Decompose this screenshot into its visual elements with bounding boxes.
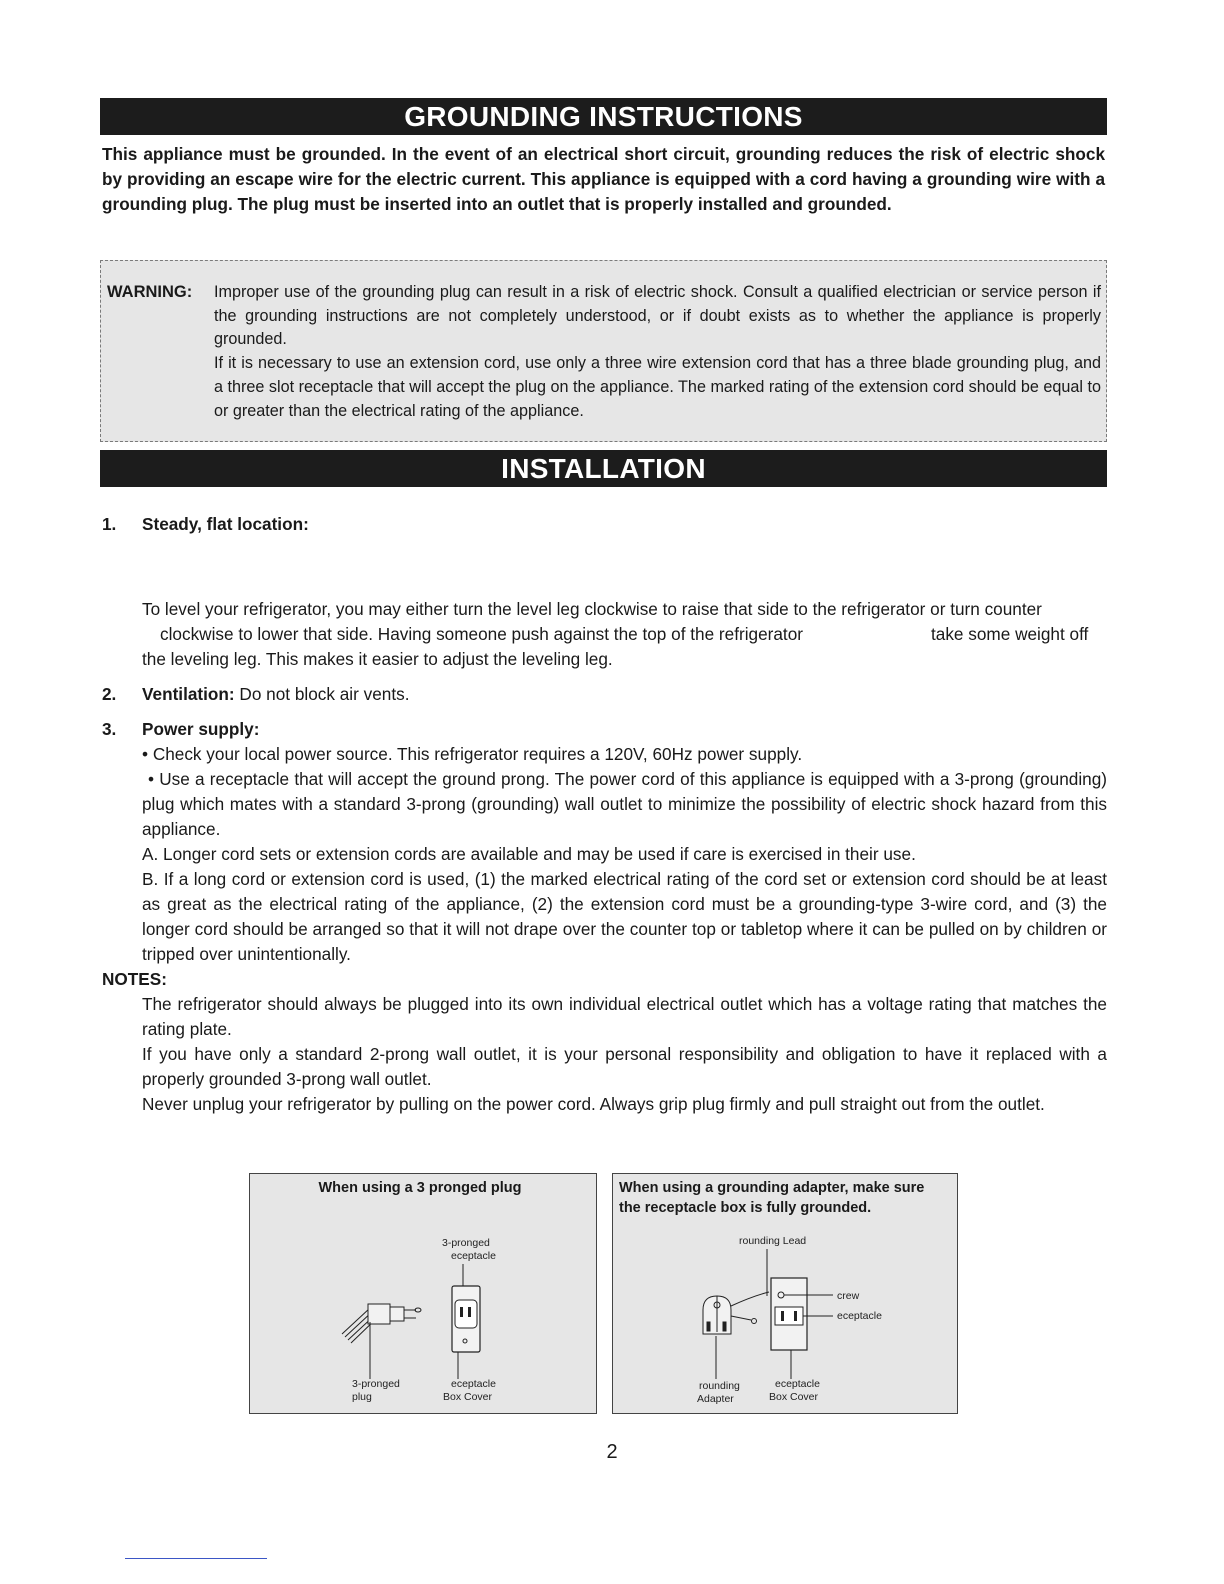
lead-label: rounding Lead [739,1235,807,1247]
warning-paragraph-1: Improper use of the grounding plug can result in a risk of electric shock. Consult a qualified electrician or service person if the grounding instructions are not completely understood, or if doubt exists as to whether the appliance is properly grounded. [214,283,1101,349]
leveling-line-2b: take some weight off [931,624,1089,644]
figure-title-line-1: When using a grounding adapter, make sure [619,1180,925,1196]
note-2: If you have only a standard 2-prong wall outlet, it is your personal responsibility and obligation to have it replaced with a properly grounded 3-prong wall outlet. [142,1044,1107,1089]
item-number: 2. [102,684,117,704]
note-1: The refrigerator should always be plugged into its own individual electrical outlet which has a voltage rating that matches the rating plate. [142,994,1107,1039]
leveling-line-2a: clockwise to lower that side. Having someone push against the top of the refrigerator [160,624,803,644]
three-prong-diagram [250,1174,596,1413]
three-prong-plug-icon [342,1304,421,1343]
adapter-label-2: Adapter [697,1393,734,1405]
footer-rule [125,1558,267,1559]
cover-label-1: eceptacle [775,1378,820,1390]
bullet-text: Check your local power source. This refrigerator requires a 120V, 60Hz power supply. [152,744,803,764]
figure-title-line-2: the receptacle box is fully grounded. [619,1200,872,1216]
adapter-diagram [613,1174,957,1413]
item-number: 3. [102,719,117,739]
figure-grounding-adapter [612,1173,958,1414]
power-bullet-1 [142,742,1107,767]
leveling-line-1: To level your refrigerator, you may either turn the level leg clockwise to raise that side to the refrigerator or turn counter [142,599,1042,619]
grounding-adapter-icon [703,1292,769,1334]
item-title: Steady, flat location: [142,514,309,534]
adapter-label-1: rounding [699,1380,740,1392]
power-bullet-2 [142,767,1107,842]
item-title: Power supply: [142,719,260,739]
warning-label: WARNING: [107,283,193,301]
item-number: 1. [102,514,117,534]
bullet-glyph: • [148,769,155,789]
figure-three-prong-plug [249,1173,597,1414]
screw-label: crew [837,1290,860,1302]
power-point-b: B. If a long cord or extension cord is used, (1) the marked electrical rating of the cord set or extension cord should be at least as great as the electrical rating of the appliance, (2) the extension cord must be a grounding-type 3-wire cord, and (3) the longer cord should be arranged so that it will not drape over the counter top or tabletop where it can be pulled on by children or tripped over unintentionally. [142,869,1107,964]
installation-heading: INSTALLATION [100,450,1107,487]
plug-label-2: plug [352,1391,372,1403]
notes-label: NOTES: [102,969,167,989]
cover-label-1: eceptacle [451,1378,496,1390]
note-3: Never unplug your refrigerator by pulling on the power cord. Always grip plug firmly and pull straight out from the outlet. [142,1094,1045,1114]
cover-label-2: Box Cover [769,1391,819,1403]
page-number: 2 [606,1441,618,1463]
cover-label-2: Box Cover [443,1391,493,1403]
receptacle-label: eceptacle [837,1310,882,1322]
bullet-text: Use a receptacle that will accept the ground prong. The power cord of this appliance is equipped with a 3-prong (grounding) plug which mates with a standard 3-prong (grounding) wall outlet to minimize the possibility of electric shock hazard from this appliance. [142,769,1107,839]
leveling-line-3: the leveling leg. This makes it easier to adjust the leveling leg. [142,649,613,669]
item-text: Do not block air vents. [239,684,410,704]
power-point-a: A. Longer cord sets or extension cords are available and may be used if care is exercised in their use. [142,844,916,864]
item-title: Ventilation: [142,684,235,704]
grounding-intro: This appliance must be grounded. In the event of an electrical short circuit, grounding reduces the risk of electric shock by providing an escape wire for the electric current. This appliance is equipped with a cord having a grounding wire with a grounding plug. The plug must be inserted into an outlet that is properly installed and grounded. [102,144,1105,214]
grounding-heading: GROUNDING INSTRUCTIONS [100,98,1107,135]
warning-box [100,260,1107,442]
plug-label-1: 3-pronged [352,1378,400,1390]
receptacle-label-2: eceptacle [451,1250,496,1262]
warning-paragraph-2: If it is necessary to use an extension cord, use only a three wire extension cord that has a three blade grounding plug, and a three slot receptacle that will accept the plug on the appliance. The marked rating of the extension cord should be equal to or greater than the electrical rating of the appliance. [214,354,1101,420]
receptacle-label-1: 3-pronged [442,1237,490,1249]
bullet-glyph: • [142,744,149,764]
figure-title: When using a 3 pronged plug [318,1180,522,1196]
warning-text [214,281,1101,423]
